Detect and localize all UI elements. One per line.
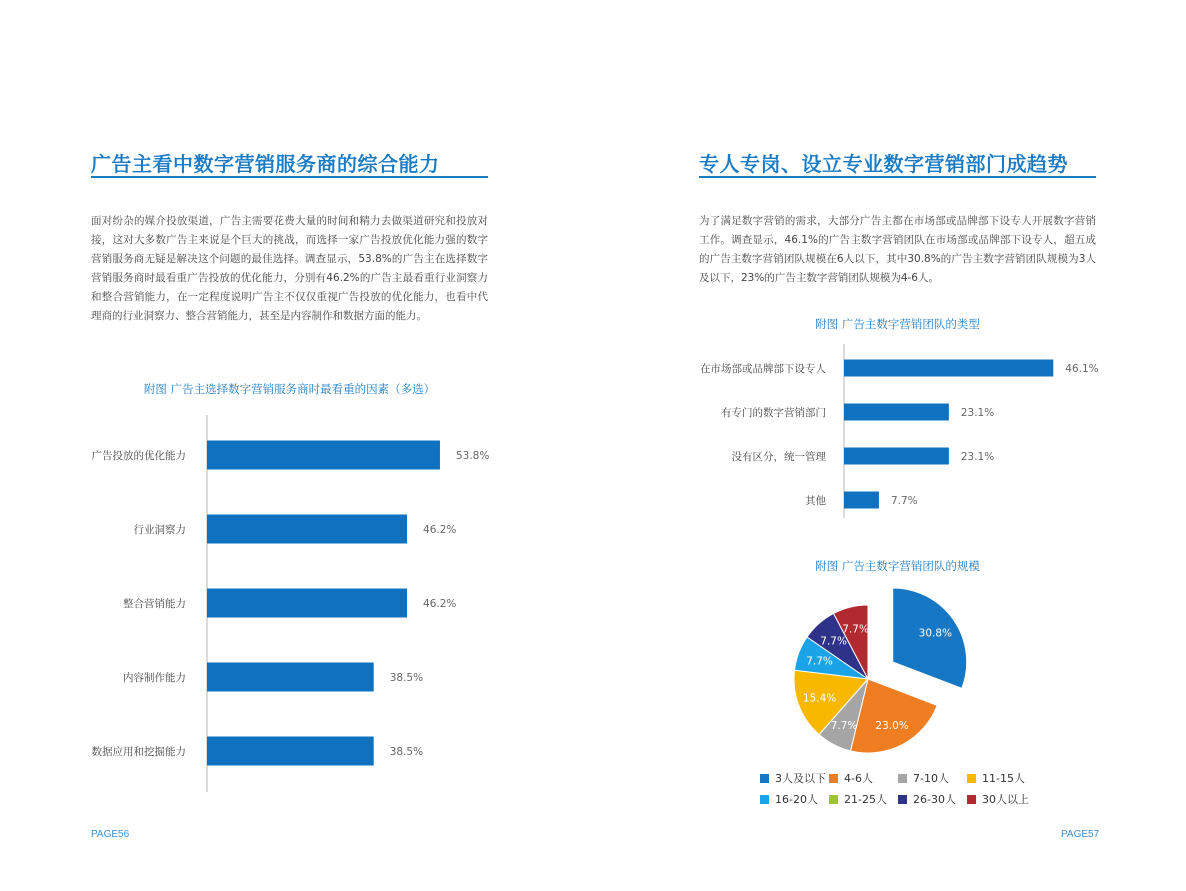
bar (207, 663, 374, 692)
legend-swatch (967, 774, 976, 783)
legend-label: 7-10人 (913, 772, 949, 785)
team-size-pie-chart (600, 560, 1186, 770)
data-label: 23.1% (960, 451, 995, 463)
legend-item (829, 791, 887, 807)
data-label: 23.1% (960, 407, 995, 419)
bar (844, 492, 879, 509)
legend-label: 3人及以下 (775, 772, 826, 785)
category-label: 在市场部或品牌部下设专人 (700, 363, 826, 375)
data-label: 7.7% (890, 495, 918, 507)
legend-swatch (898, 774, 907, 783)
slice-label: 30.8% (918, 627, 953, 640)
data-label: 53.8% (455, 450, 490, 462)
category-label: 整合营销能力 (123, 598, 186, 610)
legend-label: 26-30人 (913, 793, 956, 806)
bar (207, 515, 407, 544)
slice-label: 7.7% (820, 635, 847, 648)
legend-swatch (760, 774, 769, 783)
left-paragraph: 面对纷杂的媒介投放渠道，广告主需要花费大量的时间和精力去做渠道研究和投放对接，这对大多数广告主来说是个巨大的挑战，而选择一家广告投放优化能力强的数字营销服务商无疑是解决这个问题的最佳选择。调查显示，53.8%的广告主在选择数字营销服务商时最看重广告投放的优化能力，分别有46.2%的广告主最看重行业洞察力和整合营销能力，在一定程度说明广告主不仅仅重视广告投放的优化能力，也看中代理商的行业洞察力、整合营销能力，甚至是内容制作和数据方面的能力。 (91, 215, 488, 322)
left-chart-title: 附图 广告主选择数字营销服务商时最看重的因素（多选） (143, 382, 436, 396)
team-size-chart-title: 附图 广告主数字营销团队的规模 (815, 559, 980, 573)
bar (207, 441, 440, 470)
slice-label: 7.7% (830, 719, 858, 732)
category-label: 行业洞察力 (133, 524, 186, 536)
left-page-number: PAGE56 (91, 829, 130, 840)
slice-label: 7.7% (806, 655, 833, 668)
bar (207, 737, 374, 766)
legend-swatch (967, 795, 976, 804)
team-size-legend (760, 770, 1090, 810)
bar (844, 404, 949, 421)
data-label: 38.5% (389, 746, 424, 758)
legend-label: 30人以上 (982, 793, 1029, 806)
bar (844, 360, 1053, 377)
right-page-number: PAGE57 (1061, 829, 1100, 840)
legend-swatch (898, 795, 907, 804)
legend-item (898, 770, 949, 786)
data-label: 46.1% (1065, 363, 1099, 375)
legend-item (967, 791, 1029, 807)
category-label: 有专门的数字营销部门 (721, 407, 826, 419)
legend-item (967, 770, 1025, 786)
legend-item (829, 770, 873, 786)
category-label: 内容制作能力 (123, 672, 186, 684)
category-label: 其他 (805, 495, 826, 507)
bar (207, 589, 407, 618)
category-label: 数据应用和挖掘能力 (91, 746, 186, 758)
legend-label: 11-15人 (982, 772, 1025, 785)
legend-item (760, 791, 818, 807)
legend-swatch (829, 795, 838, 804)
legend-item (760, 770, 826, 786)
slice-label: 7.7% (842, 623, 869, 636)
legend-swatch (760, 795, 769, 804)
slice-label: 15.4% (802, 692, 837, 705)
data-label: 46.2% (423, 598, 457, 610)
category-label: 没有区分，统一管理 (731, 451, 826, 463)
data-label: 46.2% (423, 524, 457, 536)
category-label: 广告投放的优化能力 (91, 450, 186, 462)
bar (844, 448, 949, 465)
left-page-title: 广告主看中数字营销服务商的综合能力 (91, 152, 440, 176)
legend-swatch (829, 774, 838, 783)
slice-label: 23.0% (875, 719, 909, 732)
legend-label: 21-25人 (844, 793, 887, 806)
legend-item (898, 791, 956, 807)
right-paragraph: 为了满足数字营销的需求，大部分广告主都在市场部或品牌部下设专人开展数字营销工作。调查显示，46.1%的广告主数字营销团队在市场部或品牌部下设专人，超五成的广告主数字营销团队规模在6人以下，其中30.8%的广告主数字营销团队规模为3人及以下，23%的广告主数字营销团队规模为4-6人。 (699, 215, 1096, 284)
team-type-bar-chart (600, 0, 1186, 560)
legend-label: 4-6人 (844, 772, 873, 785)
right-page-title: 专人专岗、设立专业数字营销部门成趋势 (699, 152, 1068, 176)
team-type-chart-title: 附图 广告主数字营销团队的类型 (815, 317, 980, 331)
legend-label: 16-20人 (775, 793, 818, 806)
data-label: 38.5% (389, 672, 424, 684)
